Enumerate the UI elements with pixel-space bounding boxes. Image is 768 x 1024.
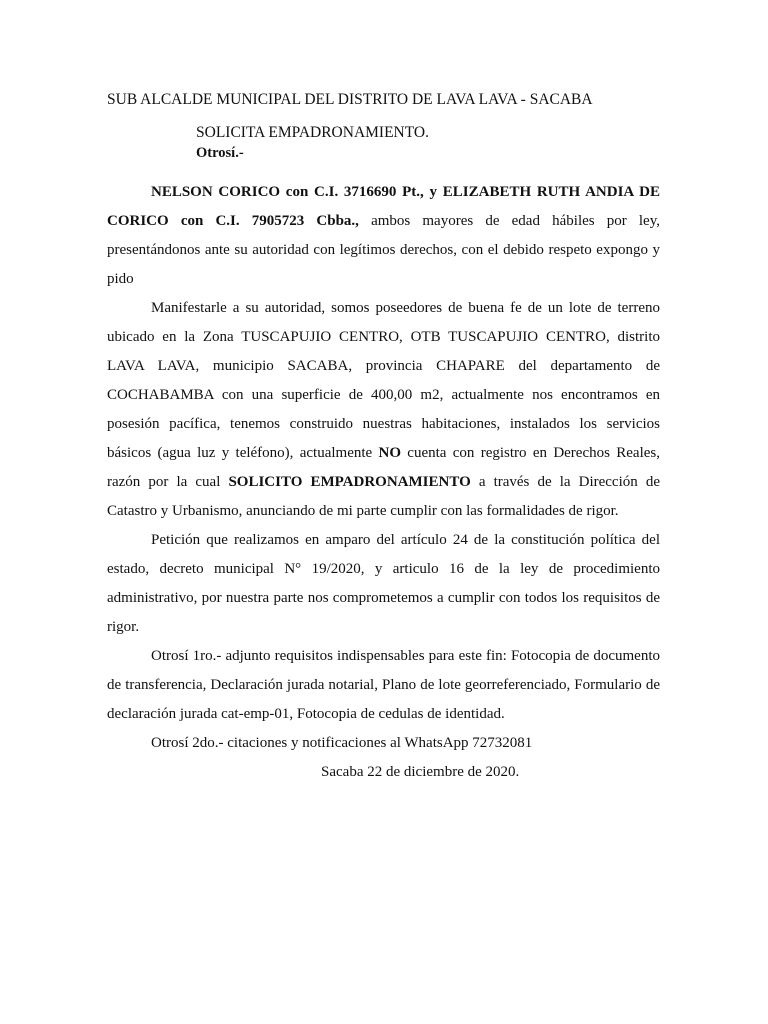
property-paragraph bbox=[107, 294, 660, 526]
subject-line: SOLICITA EMPADRONAMIENTO. bbox=[196, 124, 429, 141]
addressee-line: SUB ALCALDE MUNICIPAL DEL DISTRITO DE LAVA LAVA - SACABA bbox=[107, 91, 593, 108]
property-text-3: a través de la Dirección de Catastro y Urbanismo, anunciando de mi parte cumplir con las formalidades de rigor. bbox=[107, 474, 661, 519]
letter-body bbox=[107, 178, 660, 787]
no-emphasis: NO bbox=[378, 445, 401, 461]
intro-paragraph bbox=[107, 178, 660, 294]
property-text-1: Manifestarle a su autoridad, somos poseedores de buena fe de un lote de terreno ubicado en la Zona TUSCAPUJIO CENTRO, OTB TUSCAPUJIO CENTRO, distrito LAVA LAVA, municipio SACABA, provincia CHAPARE del departamento de COCHABAMBA con una superficie de 400,00 m2, actualmente nos encontramos en posesión pacífica, tenemos construido nuestras habitaciones, instalados los servicios básicos (agua luz y teléfono), actualmente bbox=[107, 300, 660, 461]
otrosi-heading: Otrosí.- bbox=[196, 145, 244, 161]
solicito-emphasis: SOLICITO EMPADRONAMIENTO bbox=[228, 474, 471, 490]
petition-paragraph: Petición que realizamos en amparo del artículo 24 de la constitución política del estado, decreto municipal N° 19/2020, y articulo 16 de la ley de procedimiento administrativo, por nuestra parte nos comprometemos a cumplir con todos los requisitos de rigor. bbox=[107, 532, 660, 635]
date-line: Sacaba 22 de diciembre de 2020. bbox=[321, 764, 520, 780]
intro-text: ambos mayores de edad hábiles por ley, presentándonos ante su autoridad con legítimos derechos, con el debido respeto expongo y pido bbox=[107, 213, 660, 287]
otrosi-1-paragraph: Otrosí 1ro.- adjunto requisitos indispensables para este fin: Fotocopia de documento de transferencia, Declaración jurada notarial, Plano de lote georreferenciado, Formulario de declaración jurada cat-emp-01, Fotocopia de cedulas de identidad. bbox=[107, 648, 660, 722]
applicants-names: NELSON CORICO con C.I. 3716690 Pt., y ELIZABETH RUTH ANDIA DE CORICO con C.I. 7905723 Cbba., bbox=[107, 184, 660, 229]
otrosi-2-paragraph: Otrosí 2do.- citaciones y notificaciones al WhatsApp 72732081 bbox=[151, 735, 533, 751]
property-text-2: cuenta con registro en Derechos Reales, razón por la cual bbox=[107, 445, 660, 490]
